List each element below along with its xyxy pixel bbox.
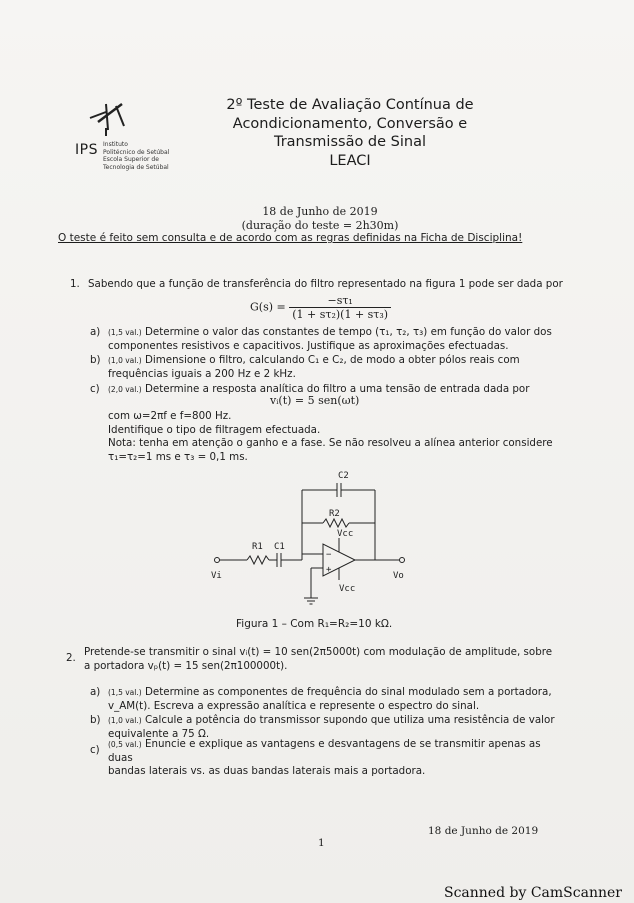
q2c-text [108, 738, 568, 779]
label-r1: R1 [252, 542, 263, 552]
q2b-line-2: equivalente a 75 Ω. [108, 727, 210, 740]
label-vi: Vi [211, 571, 222, 581]
q1c-value: (2,0 val.) [108, 385, 142, 394]
q1c-line-3: Identifique o tipo de filtragem efectuada. [108, 423, 321, 436]
r2-resistor [323, 519, 349, 527]
label-vo: Vo [393, 571, 404, 581]
title-line: 2º Teste de Avaliação Contínua de [226, 97, 474, 113]
logo-text: IPS [75, 142, 98, 158]
label-c2: C2 [338, 471, 349, 481]
institute-line: Instituto [103, 141, 128, 148]
q2c-line-1: Enuncie e explique as vantagens e desvantagens de se transmitir apenas as duas [108, 738, 541, 764]
exam-title [200, 96, 500, 170]
label-vcc-top: Vcc [337, 529, 354, 539]
exam-date: 18 de Junho de 2019 [262, 205, 378, 218]
vo-terminal [400, 558, 405, 563]
q1c-line-1: Determine a resposta analítica do filtro a uma tensão de entrada dada por [144, 383, 530, 395]
q1-number: 1. [70, 278, 80, 290]
figure-caption: Figura 1 – Com R₁=R₂=10 kΩ. [236, 618, 393, 630]
q2a-line-2: v_AM(t). Escreva a expressão analítica e represente o espectro do sinal. [108, 699, 480, 712]
institute-line: Politécnico de Setúbal [103, 148, 170, 156]
institute-line: Tecnologia de Setúbal [103, 163, 169, 171]
title-line: LEACI [329, 152, 371, 169]
title-line: Transmissão de Sinal [273, 134, 427, 150]
q2a-text [108, 686, 568, 713]
q2-intro-line-2: a portadora vₚ(t) = 15 sen(2π100000t). [84, 659, 288, 672]
tf-fraction [289, 294, 391, 321]
r1-resistor [247, 556, 269, 564]
q2c-label: c) [90, 744, 100, 756]
q1b-text [108, 354, 578, 381]
q1c-line-4: Nota: tenha em atenção o ganho e a fase. Se não resolveu a alínea anterior considere [108, 437, 553, 449]
q1c-line-2: com ω=2πf e f=800 Hz. [108, 410, 232, 422]
q1a-label: a) [90, 326, 101, 338]
q2a-label: a) [90, 686, 101, 698]
q2b-text [108, 714, 568, 741]
q2-number: 2. [66, 652, 76, 664]
input-signal-eq: vᵢ(t) = 5 sen(ωt) [270, 394, 360, 407]
q1b-line-1: Dimensione o filtro, calculando C₁ e C₂, de modo a obter pólos reais com [144, 354, 520, 366]
q2a-value: (1,5 val.) [108, 688, 142, 697]
q1b-label: b) [90, 354, 101, 366]
q1a-line-2: componentes resistivos e capacitivos. Justifique as aproximações efectuadas. [108, 339, 509, 352]
footer-date: 18 de Junho de 2019 [428, 825, 539, 837]
transfer-function [250, 294, 391, 321]
title-line: Acondicionamento, Conversão e [232, 115, 468, 132]
q1b-line-2: frequências iguais a 200 Hz e 2 kHz. [108, 367, 296, 380]
filter-circuit-diagram [205, 468, 420, 613]
institute-line: Escola Superior de [103, 156, 159, 163]
scanner-watermark: Scanned by CamScanner [444, 885, 622, 901]
exam-duration: (duração do teste = 2h30m) [241, 219, 399, 232]
q2c-line-2: bandas laterais vs. as duas bandas laterais mais a portadora. [108, 765, 426, 777]
q1c-label: c) [90, 383, 100, 395]
label-r2: R2 [329, 509, 340, 519]
label-minus: − [326, 550, 332, 560]
vi-terminal [215, 558, 220, 563]
q1b-value: (1,0 val.) [108, 356, 142, 365]
q2a-line-1: Determine as componentes de frequência do sinal modulado sem a portadora, [144, 686, 552, 698]
date-block [60, 205, 580, 233]
q2-intro-line-1: Pretende-se transmitir o sinal vᵢ(t) = 10 sen(2π5000t) com modulação de amplitude, sobre [84, 646, 553, 658]
q1a-line-1: Determine o valor das constantes de tempo (τ₁, τ₂, τ₃) em função do valor dos [144, 326, 552, 338]
exam-rules: O teste é feito sem consulta e de acordo com as regras definidas na Ficha de Disciplina! [58, 232, 523, 244]
q1a-value: (1,5 val.) [108, 328, 142, 337]
q1c-line-5: τ₁=τ₂=1 ms e τ₃ = 0,1 ms. [108, 450, 248, 463]
q1a-text [108, 326, 578, 353]
q2-intro [84, 646, 564, 673]
tf-lhs: G(s) = [250, 300, 286, 314]
label-plus: + [326, 565, 332, 575]
q2b-label: b) [90, 714, 101, 726]
q1-intro: Sabendo que a função de transferência do filtro representado na figura 1 pode ser dada por [88, 278, 563, 290]
tf-numerator: −sτ₁ [289, 294, 391, 308]
page-number: 1 [318, 837, 325, 849]
tf-denominator: (1 + sτ₂)(1 + sτ₃) [292, 308, 389, 321]
q2b-value: (1,0 val.) [108, 716, 142, 725]
label-vcc-bottom: Vcc [339, 584, 356, 594]
label-c1: C1 [274, 542, 285, 552]
institute-lines [103, 141, 169, 171]
q2c-value: (0,5 val.) [108, 740, 142, 749]
q2b-line-1: Calcule a potência do transmissor supondo que utiliza uma resistência de valor [144, 714, 555, 726]
q1c-extra [108, 410, 588, 464]
